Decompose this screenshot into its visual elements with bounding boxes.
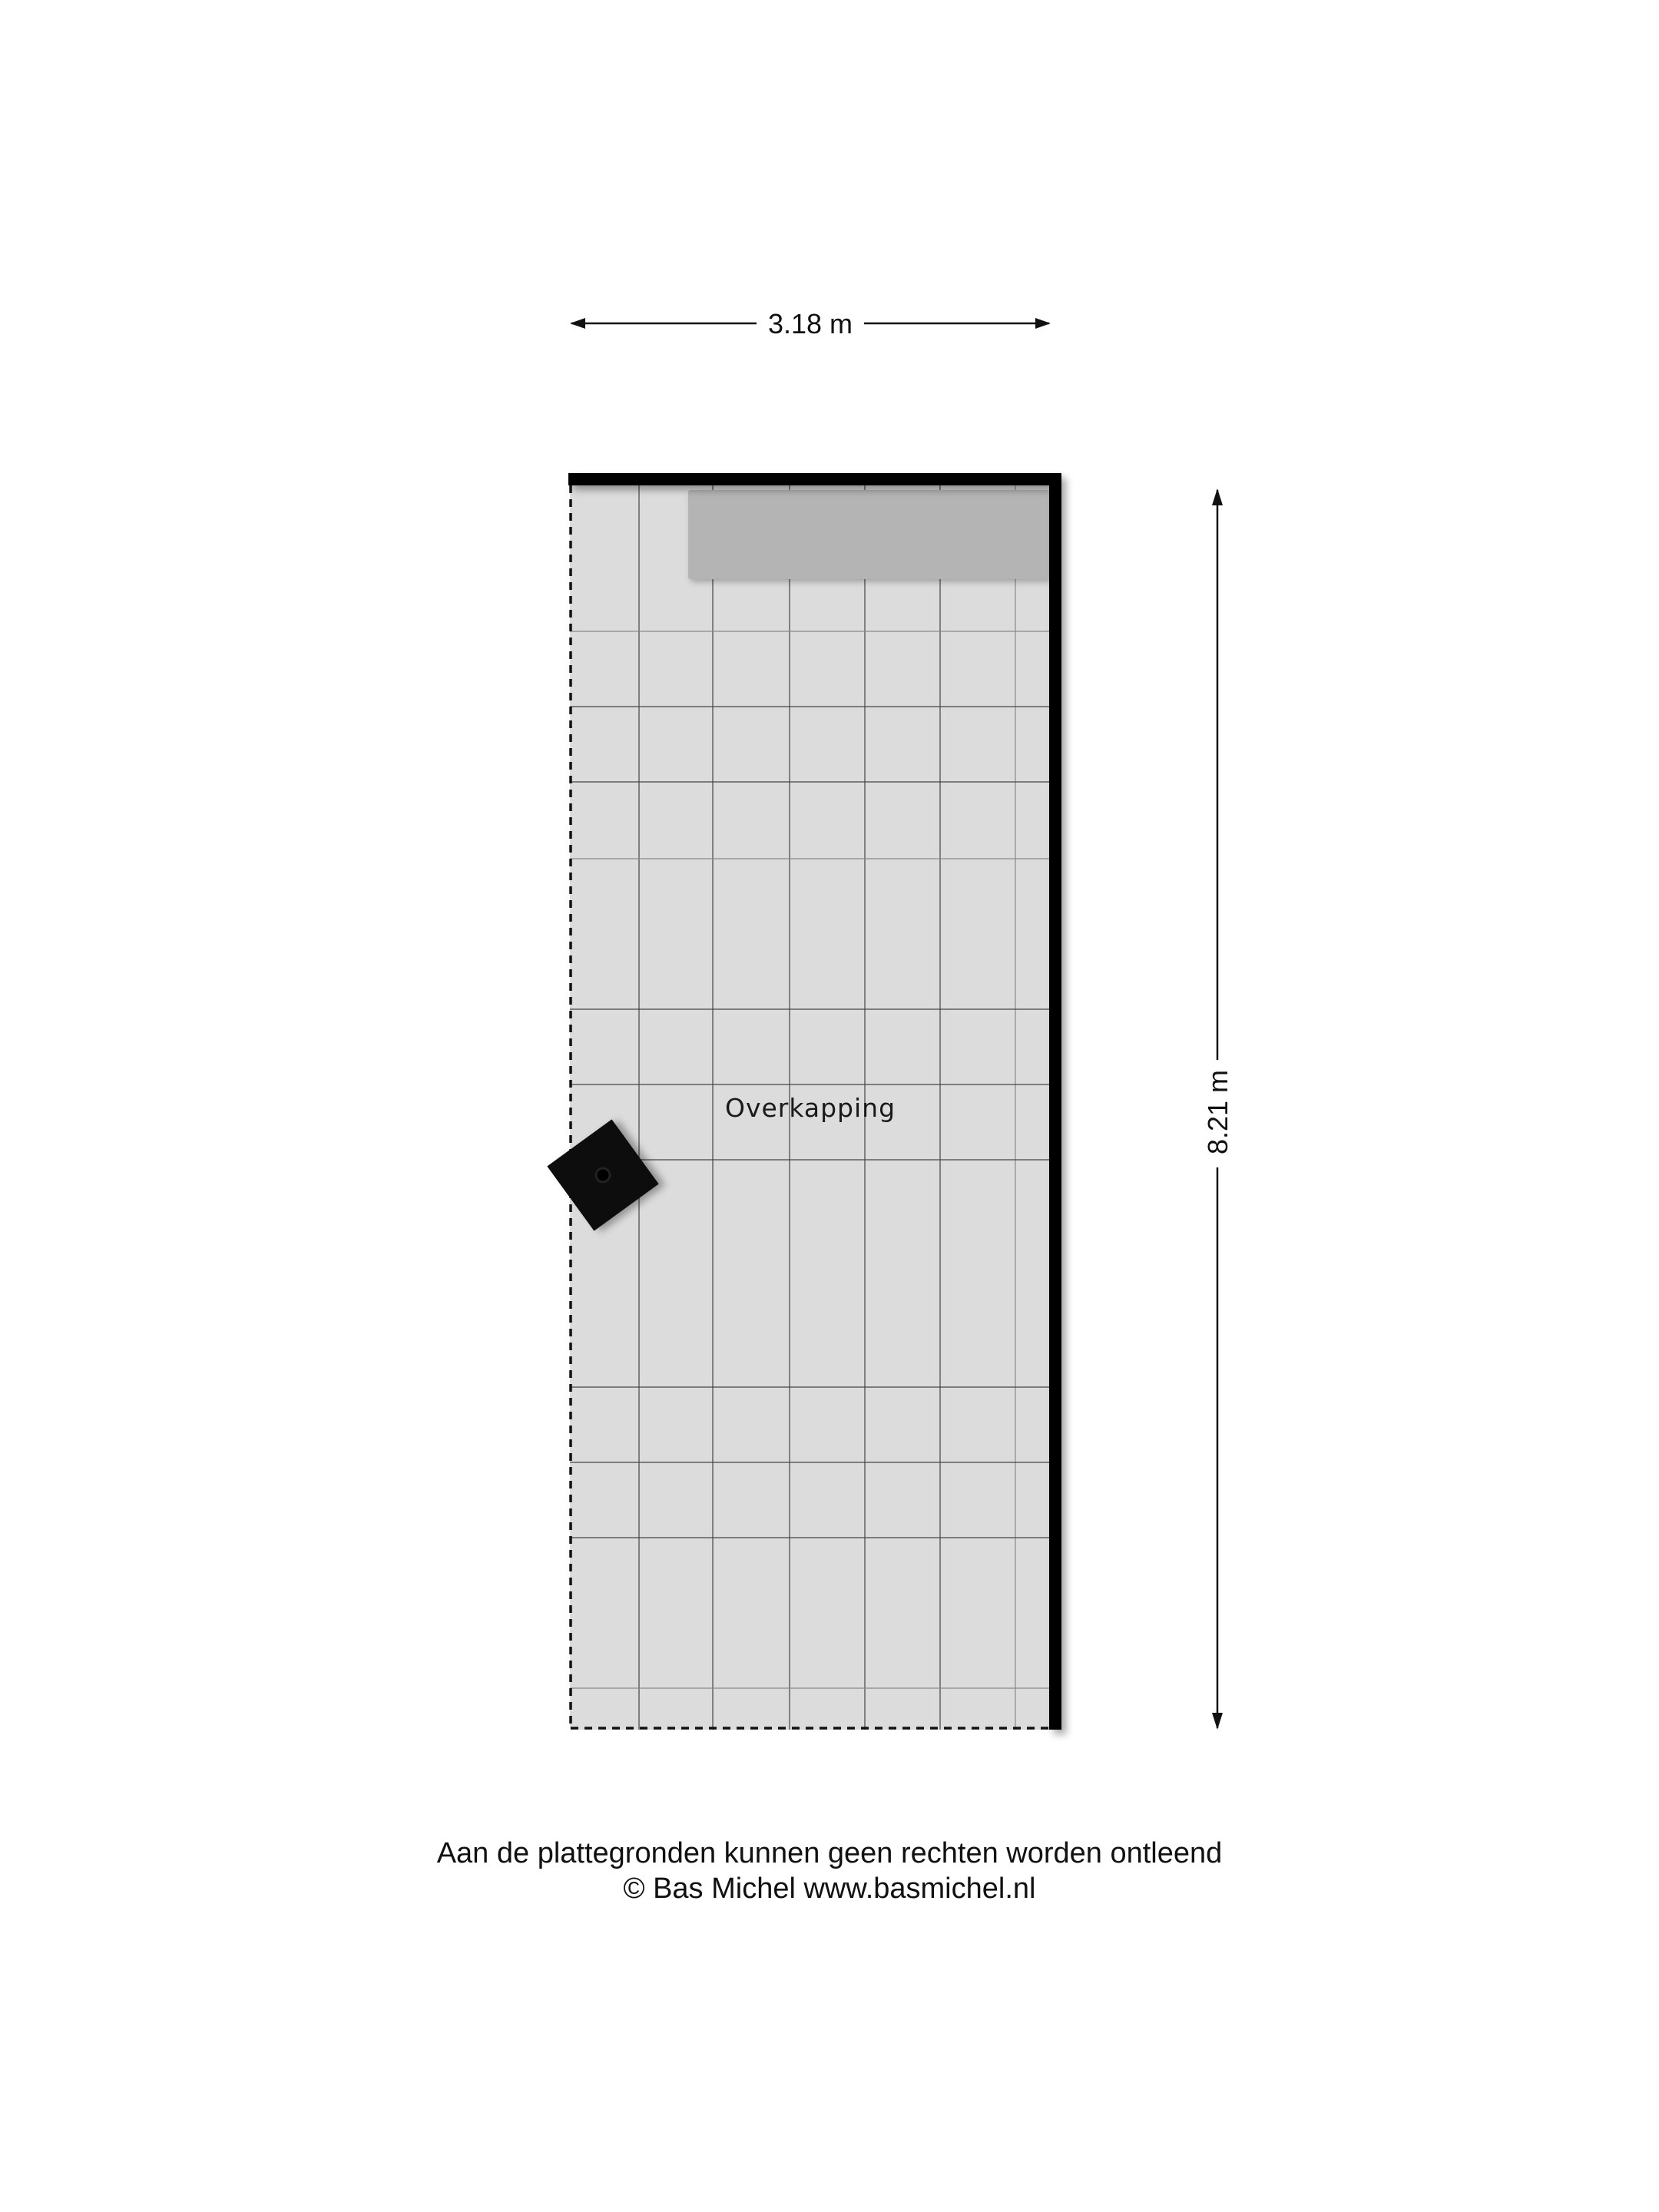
- copyright-text: © Bas Michel www.basmichel.nl: [623, 1873, 1036, 1905]
- disclaimer-text: Aan de plattegronden kunnen geen rechten worden ontleend: [436, 1837, 1223, 1869]
- height-label: 8.21 m: [1202, 1069, 1233, 1155]
- width-label: 3.18 m: [767, 308, 853, 339]
- height-dimension: [1202, 488, 1233, 1730]
- counter-block: [688, 490, 1049, 579]
- room-label: Overkapping: [724, 1093, 896, 1123]
- arrow-down-icon: [1212, 1713, 1223, 1730]
- wall-top: [568, 473, 1061, 485]
- arrow-up-icon: [1212, 488, 1223, 505]
- wall-right: [1049, 473, 1061, 1730]
- footer: [0, 1836, 1659, 1906]
- width-dimension: [570, 308, 1051, 339]
- arrow-right-icon: [1035, 318, 1051, 329]
- arrow-left-icon: [570, 318, 585, 329]
